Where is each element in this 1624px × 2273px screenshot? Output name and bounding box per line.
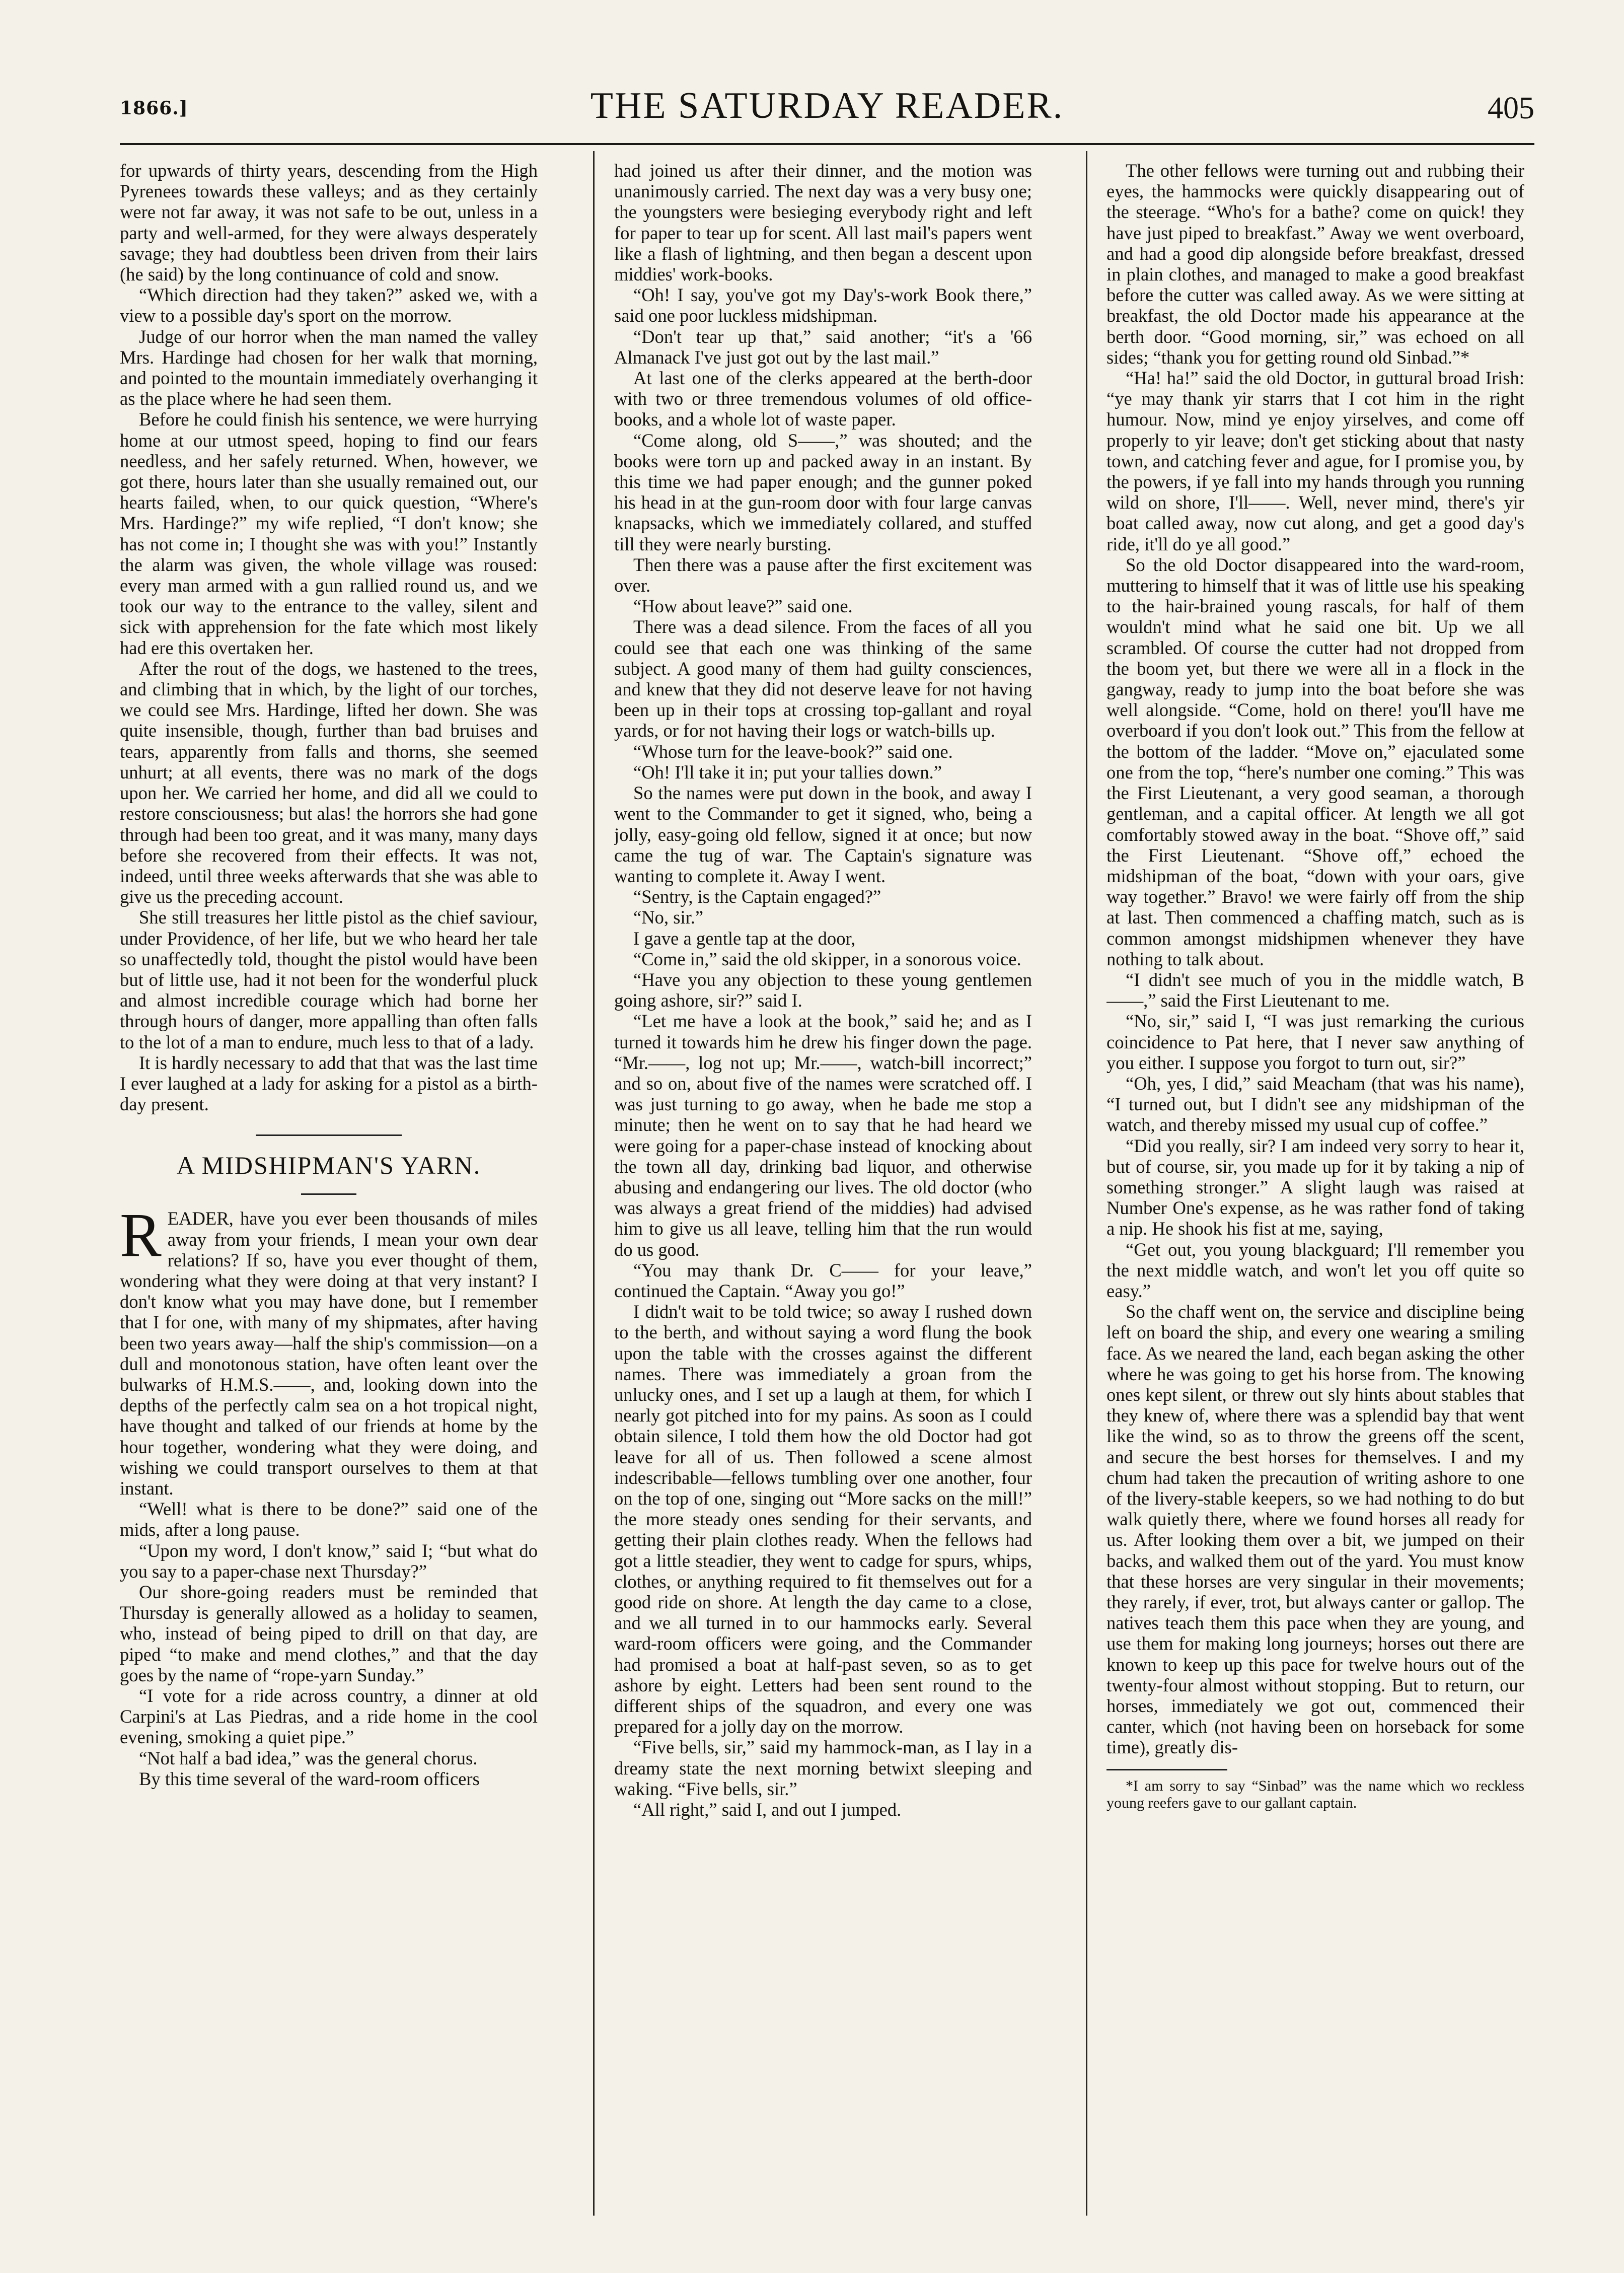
paragraph: “Get out, you young blackguard; I'll remember you the next middle watch, and won't let you off quite so easy.” [1106, 1239, 1524, 1301]
paragraph: I didn't wait to be told twice; so away I rushed down to the berth, and without saying a word flung the book upon the table with the crosses against the different names. There was immediately a groan from the unlucky ones, and I set up a laugh at them, for which I nearly got pitched into for my pains. As soon as I could obtain silence, I told them how the old Doctor had got leave for all of us. Then followed a scene almost indescribable—fellows tumbling over one another, four on the top of one, singing out “More sacks on the mill!” the more steady ones sending for their servants, and getting their plain clothes ready. When the fellows had got a little steadier, they went to cadge for spurs, whips, clothes, or anything required to fit themselves out for a good ride on shore. At length the day came to a close, and we all turned in to our hammocks early. Several ward-room officers were going, and the Commander had promised a boat at half-past seven, so as to get ashore by eight. Letters had been sent round to the different ships of the squadron, and every one was prepared for a jolly day on the morrow. [614, 1301, 1032, 1737]
paragraph: So the chaff went on, the service and discipline being left on board the ship, and every one wearing a smiling face. As we neared the land, each began asking the other where he was going to get his horse from. The knowing ones kept silent, or threw out sly hints about stables that they knew of, where there was a splendid bay that went like the wind, so as to throw the greens off the scent, and secure the best horses for themselves. I and my chum had taken the precaution of writing ashore to one of the livery-stable keepers, so we had nothing to do but walk quietly there, where we found horses all ready for us. After looking them over a bit, we jumped on their backs, and walked them out of the yard. You must know that these horses are very singular in their movements; they rarely, if ever, trot, but always canter or gallop. The natives teach them this pace when they are young, and use them for making long journeys; horses out there are known to keep up this pace for twelve hours out of the twenty-four almost without stopping. But to return, our horses, immediately we got out, commenced their canter, which (not having been on horseback for some time), greatly dis- [1106, 1301, 1524, 1758]
paragraph: “Not half a bad idea,” was the general chorus. [139, 1747, 478, 1768]
paragraph: Our shore-going readers must be reminded that Thursday is generally allowed as a holiday to seamen, who, instead of being piped to drill on that day, are piped “to make and mend clothes,” and that the day goes by the name of “rope-yarn Sunday.” [120, 1582, 538, 1685]
paragraph: “Let me have a look at the book,” said he; and as I turned it towards him he drew his finger down the page. “Mr.——, log not up; Mr.——, watch-bill incorrect;” and so on, about five of the names were scratched off. I was just turning to go away, when he bade me stop a minute; then he went on to say that he had heard we were going for a paper-chase instead of knocking about the town all day, drinking bad liquor, and otherwise abusing and endangering our lives. The old doctor (who was always a great friend of the middies) had advised him to give us all leave, telling him that the run would do us good. [614, 1011, 1032, 1260]
paragraph: The other fellows were turning out and rubbing their eyes, the hammocks were quickly disappearing out of the steerage. “Who's for a bathe? come on quick! they have just piped to breakfast.” Away we went overboard, and had a good dip alongside before breakfast, dressed in plain clothes, and managed to make a good breakfast before the cutter was called away. As we were sitting at breakfast, the old Doctor made his appearance at the berth door. “Good morning, sir,” was echoed on all sides; “thank you for getting round old Sinbad.”* [1106, 160, 1524, 368]
paragraph: had joined us after their dinner, and the motion was unanimously carried. The next day was a very busy one; the youngsters were besieging everybody right and left for paper to tear up for scent. All last mail's papers went like a flash of lightning, and then began a descent upon middies' work-books. [614, 160, 1032, 285]
paragraph: “Did you really, sir? I am indeed very sorry to hear it, but of course, sir, you made up for it by taking a nip of something stronger.” A slight laugh was raised at Number One's expense, as he was rather fond of taking a nip. He shook his fist at me, saying, [1106, 1135, 1524, 1239]
section-rule [256, 1134, 402, 1136]
paragraph: “Upon my word, I don't know,” said I; “but what do you say to a paper-chase next Thursday?” [120, 1540, 538, 1582]
paragraph: “Oh, yes, I did,” said Meacham (that was his name), “I turned out, but I didn't see any midshipman of the watch, and thereby missed my usual cup of coffee.” [1106, 1073, 1524, 1135]
masthead-title: THE SATURDAY READER. [590, 85, 1064, 126]
paragraph: There was a dead silence. From the faces of all you could see that each one was thinking of the same subject. A good many of them had guilty consciences, and knew that they did not deserve leave for not having been up in their tops at crossing top-gallant and royal yards, or for not having their logs or watch-bills up. [614, 616, 1032, 741]
paragraph: “All right,” said I, and out I jumped. [633, 1799, 902, 1820]
paragraph: “You may thank Dr. C—— for your leave,” continued the Captain. “Away you go!” [614, 1259, 1032, 1301]
issue-year: 1866.] [120, 98, 188, 119]
column-3 [1106, 160, 1524, 2225]
opening-text: EADER, have you ever been thousands of miles away from your friends, I mean your own dear relations? If so, have you ever thought of them, wondering what they were doing at that very instant? I don't know what you may have done, but I remember that I for one, with many of my shipmates, after having been two years away—half the ship's commission—on a dull and monotonous station, have often leant over the bulwarks of H.M.S.——, and, looking down into the depths of the perfectly calm sea on a hot tropical night, have thought and talked of our friends at home by the hour together, wondering what they were doing, and wishing we could transport ourselves to them at that instant. [120, 1208, 538, 1499]
paragraph: “No, sir,” said I, “I was just remarking the curious coincidence to Pat here, that I never saw anything of you either. I suppose you forgot to turn out, sir?” [1106, 1011, 1524, 1073]
paragraph: “Whose turn for the leave-book?” said one. [633, 741, 953, 762]
paragraph: “Have you any objection to these young gentlemen going ashore, sir?” said I. [614, 969, 1032, 1011]
header-rule [120, 143, 1534, 145]
paragraph: I gave a gentle tap at the door, [633, 928, 856, 949]
paragraph: Judge of our horror when the man named the valley Mrs. Hardinge had chosen for her walk that morning, and pointed to the mountain immediately overhanging it as the place where he had seen them. [120, 326, 538, 409]
paragraph: “Come along, old S——,” was shouted; and the books were torn up and packed away in an instant. By this time we had paper enough; and the gunner poked his head in at the gun-room door with four large canvas knapsacks, which we immediately collared, and stuffed till they were nearly bursting. [614, 430, 1032, 554]
paragraph: “Don't tear up that,” said another; “it's a '66 Almanack I've just got out by the last mail.” [614, 326, 1032, 368]
column-2 [614, 160, 1032, 2225]
paragraph: After the rout of the dogs, we hastened to the trees, and climbing that in which, by the light of our torches, we could see Mrs. Hardinge, lifted her down. She was quite insensible, though, further than bad bruises and tears, apparently from falls and thorns, she seemed unhurt; at all events, there was no mark of the dogs upon her. We carried her home, and did all we could to restore consciousness; but alas! the horrors she had gone through had been too great, and it was many, many days before she recovered from their effects. It was not, indeed, until three weeks afterwards that she was able to give us the preceding account. [120, 658, 538, 907]
page-number: 405 [1488, 91, 1534, 125]
paragraph: “How about leave?” said one. [633, 596, 853, 617]
column-divider [1086, 151, 1087, 2216]
opening-paragraph [120, 1200, 538, 1499]
paragraph: It is hardly necessary to add that that was the last time I ever laughed at a lady for asking for a pistol as a birth-day present. [120, 1052, 538, 1115]
paragraph: “Oh! I say, you've got my Day's-work Book there,” said one poor luckless midshipman. [614, 285, 1032, 326]
paragraph: “No, sir.” [633, 907, 704, 928]
paragraph: “Five bells, sir,” said my hammock-man, as I lay in a dreamy state the next morning betwixt sleeping and waking. “Five bells, sir.” [614, 1737, 1032, 1799]
paragraph: “Ha! ha!” said the old Doctor, in guttural broad Irish: “ye may thank yir starrs that I cot him in the right humour. Now, mind ye enjoy yirselves, and come off properly to yir leave; don't get sticking about that nasty town, and catching fever and ague, for I promise you, by the powers, if ye fall into my hands through you running wild on shore, I'll——. Well, never mind, there's yir boat called away, now cut along, and get a good day's ride, it'll do ye all good.” [1106, 368, 1524, 554]
paragraph: “Which direction had they taken?” asked we, with a view to a possible day's sport on the morrow. [120, 285, 538, 326]
column-1 [120, 160, 538, 2225]
paragraph: for upwards of thirty years, descending from the High Pyrenees towards these valleys; and as they certainly were not far away, it was not safe to be out, unless in a party and well-armed, for they were always desperately savage; they had doubtless been driven from their lairs (he said) by the long continuance of cold and snow. [120, 160, 538, 285]
paragraph: At last one of the clerks appeared at the berth-door with two or three tremendous volumes of old office-books, and a whole lot of waste paper. [614, 368, 1032, 430]
paragraph: “Oh! I'll take it in; put your tallies down.” [633, 761, 942, 783]
paragraph: “I vote for a ride across country, a dinner at old Carpini's at Las Piedras, and a ride home in the cool evening, smoking a quiet pipe.” [120, 1685, 538, 1748]
paragraph: “Sentry, is the Captain engaged?” [633, 886, 881, 907]
paragraph: “Well! what is there to be done?” said one of the mids, after a long pause. [120, 1499, 538, 1540]
paragraph: So the names were put down in the book, and away I went to the Commander to get it signed, who, being a jolly, easy-going old fellow, signed it at once; but now came the tug of war. The Captain's signature was wanting to complete it. Away I went. [614, 783, 1032, 886]
footnote: *I am sorry to say “Sinbad” was the name which wo reckless young reefers gave to our gallant captain. [1106, 1777, 1524, 1811]
paragraph: “I didn't see much of you in the middle watch, B——,” said the First Lieutenant to me. [1106, 969, 1524, 1011]
article-title: A MIDSHIPMAN'S YARN. [176, 1151, 481, 1180]
paragraph: Then there was a pause after the first excitement was over. [614, 554, 1032, 596]
paragraph: “Come in,” said the old skipper, in a sonorous voice. [633, 948, 1021, 969]
drop-cap: R [120, 1200, 162, 1270]
paragraph: Before he could finish his sentence, we were hurrying home at our utmost speed, hoping to find our fears needless, and her safely returned. When, however, we got there, hours later than she usually remained out, our hearts failed, when, to our quick question, “Where's Mrs. Hardinge?” my wife replied, “I don't know; she has not come in; I thought she was with you!” Instantly the alarm was given, the whole village was roused: every man armed with a gun rallied round us, and we took our way to the entrance to the valley, silent and sick with apprehension for the fate which most likely had ere this overtaken her. [120, 409, 538, 658]
footnote-rule [1106, 1769, 1227, 1770]
page-header [120, 81, 1534, 136]
paragraph: By this time several of the ward-room officers [139, 1768, 480, 1789]
paragraph: So the old Doctor disappeared into the ward-room, muttering to himself that it was of little use his speaking to the hair-brained young rascals, for half of them wouldn't mind what he said one bit. Up we all scrambled. Of course the cutter had not dropped from the boom yet, but there we were all in a flock in the gangway, ready to jump into the boat before she was well alongside. “Come, hold on there! you'll have me overboard if you don't look out.” This from the fellow at the bottom of the ladder. “Move on,” ejaculated some one from the top, “here's number one coming.” This was the First Lieutenant, a very good seaman, a thorough gentleman, and a capital officer. At length we all got comfortably stowed away in the boat. “Shove off,” said the First Lieutenant. “Shove off,” echoed the midshipman of the boat, “down with your oars, give way together.” Bravo! we were fairly off from the ship at last. Then commenced a chaffing match, such as is common amongst midshipmen whenever they have nothing to talk about. [1106, 554, 1524, 969]
section-rule [301, 1193, 356, 1195]
column-divider [593, 151, 595, 2216]
paragraph: She still treasures her little pistol as the chief saviour, under Providence, of her life, but we who heard her tale so unaffectedly told, thought the pistol would have been but of little use, had it not been for the wonderful pluck and almost incredible courage which had borne her through hours of danger, more appalling than often falls to the lot of a man to endure, much less to that of a lady. [120, 907, 538, 1052]
